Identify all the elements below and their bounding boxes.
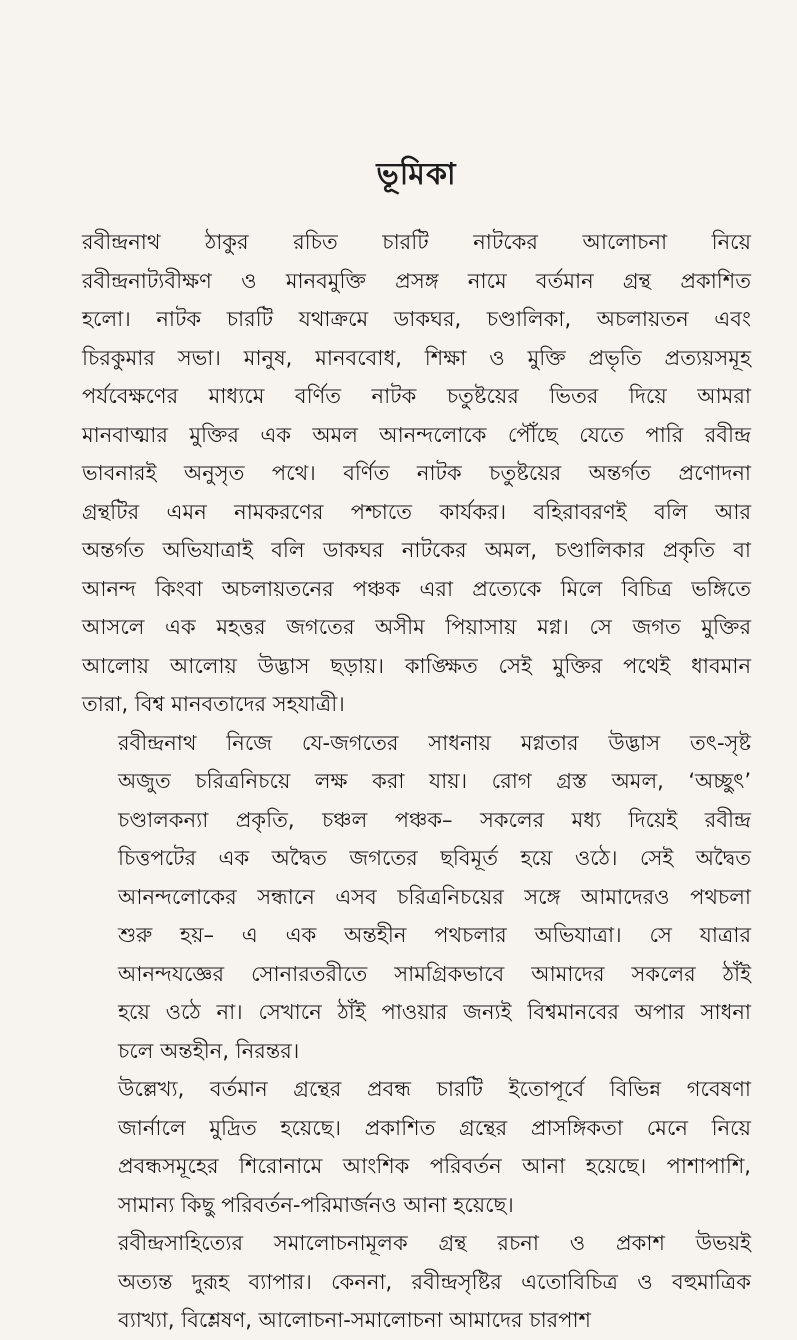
text-line: অত্যন্ত দুরূহ ব্যাপার। কেননা, রবীন্দ্রসৃষ্টির এতোবিচিত্র ও বহুমাত্রিক (118, 1269, 751, 1294)
text-line: রবীন্দ্রসাহিত্যের সমালোচনামূলক গ্রন্থ রচনা ও প্রকাশ উভয়ই (118, 1231, 751, 1255)
text-line: হলো। নাটক চারটি যথাক্রমে ডাকঘর, চণ্ডালিকা, অচলায়তন এবং (82, 307, 751, 331)
text-line: ভাবনারই অনুসৃত পথে। বর্ণিত নাটক চতুষ্টয়ের অন্তর্গত প্রণোদনা (82, 461, 751, 485)
text-line: আনন্দলোকের সন্ধানে এসব চরিত্রনিচয়ের সঙ্গে আমাদেরও পথচলা (118, 884, 751, 909)
text-line: চিত্তপটের এক অদ্বৈত জগতের ছবিমূর্ত হয়ে ওঠে। সেই অদ্বৈত (118, 846, 751, 870)
text-line: আনন্দ কিংবা অচলায়তনের পঞ্চক এরা প্রত্যেকে মিলে বিচিত্র ভঙ্গিতে (82, 576, 751, 601)
text-line: ব্যাখ্যা, বিশ্লেষণ, আলোচনা-সমালোচনা আমাদের চারপাশ (118, 1308, 591, 1332)
page-title: ভূমিকা (376, 157, 457, 192)
text-line: আলোয় আলোয় উদ্ভাস ছড়ায়। কাঙ্ক্ষিত সেই মুক্তির পথেই ধাবমান (82, 653, 751, 678)
text-line: প্রবন্ধসমূহের শিরোনামে আংশিক পরিবর্তন আনা হয়েছে। পাশাপাশি, (118, 1154, 751, 1178)
text-line: রবীন্দ্রনাথ ঠাকুর রচিত চারটি নাটকের আলোচনা নিয়ে (82, 230, 751, 254)
body-text (82, 223, 751, 1340)
text-line: অন্তর্গত অভিযাত্রাই বলি ডাকঘর নাটকের অমল, চণ্ডালিকার প্রকৃতি বা (82, 538, 751, 562)
text-line: আনন্দযজ্ঞের সোনারতরীতে সামগ্রিকভাবে আমাদের সকলের ঠাঁই (118, 961, 751, 986)
text-line: জার্নালে মুদ্রিত হয়েছে। প্রকাশিত গ্রন্থের প্রাসঙ্গিকতা মেনে নিয়ে (118, 1115, 751, 1140)
text-line: চিরকুমার সভা। মানুষ, মানববোধ, শিক্ষা ও মুক্তি প্রভৃতি প্রত্যয়সমূহ (82, 345, 751, 370)
text-line: মানবাত্মার মুক্তির এক অমল আনন্দলোকে পৌঁছে যেতে পারি রবীন্দ্র (82, 422, 751, 447)
text-line: শুরু হয়– এ এক অন্তহীন পথচলার অভিযাত্রা। সে যাত্রার (118, 923, 751, 947)
text-line: সামান্য কিছু পরিবর্তন-পরিমার্জনও আনা হয়েছে। (118, 1192, 514, 1217)
text-line: আসলে এক মহত্তর জগতের অসীম পিয়াসায় মগ্ন। সে জগত মুক্তির (82, 615, 751, 639)
paragraph (82, 724, 751, 1071)
text-line: রবীন্দ্রনাট্যবীক্ষণ ও মানবমুক্তি প্রসঙ্গ নামে বর্তমান গ্রন্থ প্রকাশিত (82, 268, 751, 293)
text-line: চণ্ডালকন্যা প্রকৃতি, চঞ্চল পঞ্চক– সকলের মধ্য দিয়েই রবীন্দ্র (118, 807, 751, 832)
paragraph (82, 223, 751, 724)
text-line: তারা, বিশ্ব মানবতাদের সহযাত্রী। (82, 692, 345, 716)
paragraph (82, 1224, 751, 1340)
text-line: হয়ে ওঠে না। সেখানে ঠাঁই পাওয়ার জন্যই বিশ্বমানবের অপার সাধনা (118, 1000, 751, 1024)
text-line: চলে অন্তহীন, নিরন্তর। (118, 1038, 300, 1063)
text-line: গ্রন্থটির এমন নামকরণের পশ্চাতে কার্যকর। বহিরাবরণই বলি আর (82, 499, 751, 524)
text-line: অজুত চরিত্রনিচয়ে লক্ষ করা যায়। রোগ গ্রস্ত অমল, ‘অচ্ছুৎ’ (118, 769, 751, 793)
paragraph (82, 1070, 751, 1224)
text-line: রবীন্দ্রনাথ নিজে যে-জগতের সাধনায় মগ্নতার উদ্ভাস তৎ-সৃষ্ট (118, 730, 751, 755)
text-line: উল্লেখ্য, বর্তমান গ্রন্থের প্রবন্ধ চারটি ইতোপূর্বে বিভিন্ন গবেষণা (118, 1077, 751, 1101)
text-line: পর্যবেক্ষণের মাধ্যমে বর্ণিত নাটক চতুষ্টয়ের ভিতর দিয়ে আমরা (82, 384, 751, 408)
